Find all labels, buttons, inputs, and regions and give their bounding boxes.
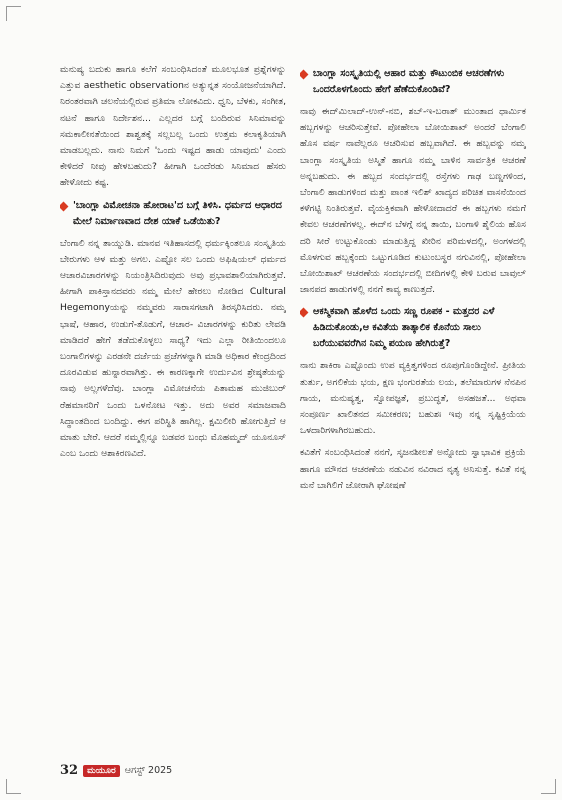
article-body [60,62,526,744]
answer-paragraph: ನಾನು ಶಾಕಿರಾ ಎಷ್ಟೊಂದು ಉಪ ವ್ಯಕ್ತಿತ್ವಗಳಿಂದ ರೂಪುಗೊಂಡಿದ್ದೇನೆ. ಪ್ರೀತಿಯ ತುರ್ತು, ಅಗಲಿಕೆಯ ಭಯ, ಕ್ಷಣ ಭಂಗುರತೆಯ ಲಯ, ತಲೆಮಾರುಗಳ ನೆನಪಿನ ಗಾಯ, ಮನುಷ್ಯತ್ವ, ಸ್ವೋಪಜ್ಞತೆ, ಪ್ರಬುದ್ಧತೆ, ಅಸಹಜತೆ... ಅಥವಾ ಸಂಪೂರ್ಣ ಖಾಲಿತನದ ಸಮೀಕರಣ; ಬಹುಶಃ ಇವು ನನ್ನ ಸೃಷ್ಟಿಕ್ರಿಯೆಯ ಒಳದಾರಿಗಳಾಗಿರಬಹುದು. [300,360,526,437]
question-text: ಆಕಸ್ಮಿಕವಾಗಿ ಹೊಳೆದ ಒಂದು ಸಣ್ಣ ರೂಪಕ - ಮತ್ತದರ ಎಳೆ ಹಿಡಿದುಕೊಂಡು,ಆ ಕವಿತೆಯ ತಾತ್ಕಾಲಿಕ ಕೊನೆಯ ಸಾಲು ಬರೆಯುವವರೆಗಿನ ನಿಮ್ಮ ಪಯಣ ಹೇಗಿರುತ್ತೆ? [313,306,495,350]
interview-question [300,304,526,352]
crop-mark-top-left [6,6,21,21]
diamond-bullet-icon [300,308,308,318]
answer-paragraph: ಕವಿತೆಗೆ ಸಂಬಂಧಿಸಿದಂತೆ ನನಗೆ, ಸೃಜನಶೀಲತೆ ಅನ್ನೋದು ಸ್ವಾಭಾವಿಕ ಪ್ರಕ್ರಿಯೆ ಹಾಗೂ ಮೌನದ ಆಚರಣೆಯ ನಡುವಿನ ನವಿರಾದ ನೃತ್ಯ ಅನಿಸುತ್ತೆ. ಕವಿತೆ ನನ್ನ ಮನೆ ಬಾಗಿಲಿಗೆ ಜೋರಾಗಿ ಘೋಷಣೆ [300,447,526,491]
answer-paragraph: ಮನುಷ್ಯ ಬದುಕು ಹಾಗೂ ಕಲೆಗೆ ಸಂಬಂಧಿಸಿದಂತೆ ಮೂಲಭೂತ ಪ್ರಶ್ನೆಗಳನ್ನು ಎತ್ತುವ aesthetic observationನ ಅತ್ಯುನ್ನತ ಸಂಯೋಜನೆಯಾಗಿದೆ. ನಿರಂತರವಾಗಿ ಚಲನೆಯಲ್ಲಿರುವ ಪ್ರತಿಮಾ ಲೋಕವಿದು. ಧ್ವನಿ, ಬೆಳಕು, ಸಂಗೀತ, ನಟನೆ ಹಾಗೂ ನಿರ್ದೇಶನ... ಎಲ್ಲದರ ಬಗ್ಗೆ ಬಂದಿರುವ ಸಿನಿಮಾವನ್ನು ಸಮಕಾಲೀನತೆಯಿಂದ ಶಾಶ್ವತಕ್ಕೆ ಸಲ್ಲಬಲ್ಲ ಒಂದು ಉತ್ತಮ ಕಲಾಕೃತಿಯಾಗಿ ಮಾಡಬಲ್ಲದು. ನಾನು ನಿಮಗೆ 'ಒಂದು ಇಷ್ಟದ ಹಾಡು ಯಾವುದು' ಎಂದು ಕೇಳಿದರೆ ನೀವು ಹೇಳಬಹುದು? ಹೀಗಾಗಿ ಒಂದೆರಡು ಸಿನಿಮಾದ ಹೆಸರು ಹೇಳೋದು ಕಷ್ಟ. [60,64,286,189]
crop-mark-bottom-right [541,779,556,794]
magazine-logo: ಮಯೂರ [83,765,120,777]
interview-question [300,66,526,98]
left-column [60,62,286,744]
question-text: 'ಬಾಂಗ್ಲಾ ವಿಮೋಚನಾ ಹೋರಾಟ'ದ ಬಗ್ಗೆ ತಿಳಿಸಿ. ಧರ್ಮದ ಆಧಾರದ ಮೇಲೆ ನಿರ್ಮಾಣವಾದ ದೇಶ ಯಾಕೆ ಒಡೆಯಿತು? [73,199,282,227]
issue-date: ಆಗಸ್ಟ್ 2025 [124,765,173,776]
diamond-bullet-icon [300,70,308,80]
page-footer [60,763,172,778]
answer-paragraph: ಬೆಂಗಾಲಿ ನನ್ನ ತಾಯ್ನುಡಿ. ಮಾನವ ಇತಿಹಾಸದಲ್ಲಿ ಧರ್ಮಕ್ಕಿಂತಲೂ ಸಂಸ್ಕೃತಿಯ ಬೇರುಗಳು ಆಳ ಮತ್ತು ಅಗಲ. ಎಷ್ಟೋ ಸಲ ಒಂದು ಅಫಿಷಿಯಲ್ ಧರ್ಮದ ಆಚಾರವಿಚಾರಗಳನ್ನು ನಿಯಂತ್ರಿಸಿದಿರುವುದು ಅವು ಪ್ರಭಾವಶಾಲಿಯಾಗಿರುತ್ತವೆ. ಹೀಗಾಗಿ ಪಾಕಿಸ್ತಾನದವರು ನಮ್ಮ ಮೇಲೆ ಹೇರಲು ನೋಡಿದ Cultural Hegemonyಯನ್ನು ನಮ್ಮವರು ಸಾರಾಸಗಟಾಗಿ ತಿರಸ್ಕರಿಸಿದರು. ನಮ್ಮ ಭಾಷೆ, ಆಹಾರ, ಉಡುಗೆ-ತೊಡುಗೆ, ಆಚಾರ- ವಿಚಾರಗಳನ್ನು ಕುರಿತು ಲೇವಡಿ ಮಾಡಿದರೆ ಹೇಗೆ ತಡೆದುಕೊಳ್ಳಲು ಸಾಧ್ಯ? ಇದು ಎಲ್ಲಾ ರೀತಿಯಿಂದಲೂ ಬಂಗಾಲಿಗಳನ್ನು ಎರಡನೇ ದರ್ಜೆಯ ಪ್ರಜೆಗಳನ್ನಾಗಿ ಮಾಡಿ ಅಧಿಕಾರ ಕೇಂದ್ರದಿಂದ ದೂರವಿಡುವ ಹುನ್ನಾರವಾಗಿತ್ತು. ಈ ಕಾರಣಕ್ಕಾಗೇ ಉರ್ದುವಿನ ಶ್ರೇಷ್ಠತೆಯನ್ನು ನಾವು ಅಲ್ಲಗಳೆದೆವು. ಬಾಂಗ್ಲಾ ವಿಮೋಚನೆಯ ಪಿತಾಮಹ ಮುಜಿಬುರ್ ರೆಹಮಾನರಿಗೆ ಒಂದು ಒಳನೋಟ ಇತ್ತು. ಅದು ಅವರ ಸಮಾಜವಾದಿ ಸಿದ್ಧಾಂತದಿಂದ ಬಂದಿದ್ದು. ಈಗ ಪರಿಸ್ಥಿತಿ ಹಾಗಿಲ್ಲ. ಕ್ಷಮಿಲೀರಿ ಹೋಗುತ್ತಿದೆ ಆ ಮಾತು ಬೇರೆ. ಆದರೆ ನಮ್ಮಲ್ಲಿನ್ನೂ ಬಡವರ ಬಂಧು ಮೊಹಮ್ಮದ್ ಯೂನೂಸ್ ಎಂಬ ಒಂದು ಆಶಾಕಿರಣವಿದೆ. [60,237,286,460]
crop-mark-bottom-left [6,779,21,794]
interview-question [60,198,286,230]
question-text: ಬಾಂಗ್ಲಾ ಸಂಸ್ಕೃತಿಯಲ್ಲಿ ಆಹಾರ ಮತ್ತು ಕೌಟುಂಬಿಕ ಆಚರಣೆಗಳು ಒಂದರೊಳಗೊಂದು ಹೇಗೆ ಹೆಣೆದುಕೊಂಡಿವೆ? [313,68,505,95]
page-number: 32 [60,763,79,778]
diamond-bullet-icon [60,201,68,211]
right-column [300,62,526,744]
answer-paragraph: ನಾವು ಈದ್‌ಮಿಲಾದ್-ಉನ್-ನಬಿ, ಶಬ್-ಇ-ಬರಾತ್ ಮುಂತಾದ ಧಾರ್ಮಿಕ ಹಬ್ಬಗಳನ್ನು ಆಚರಿಸುತ್ತೇವೆ. ಪೋಹೇಲಾ ಬೋಯಿಶಾಖ್ ಅಂದರೆ ಬೆಂಗಾಲಿ ಹೊಸ ವರ್ಷ ನಾವೆಲ್ಲರೂ ಆಚರಿಸುವ ಹಬ್ಬವಾಗಿದೆ. ಈ ಹಬ್ಬವನ್ನು ನಮ್ಮ ಬಾಂಗ್ಲಾ ಸಂಸ್ಕೃತಿಯ ಅಸ್ಮಿತೆ ಹಾಗೂ ನಮ್ಮ ಬಾಳಿನ ಸಾರ್ವತ್ರಿಕ ಆಚರಣೆ ಅನ್ನಬಹುದು. ಈ ಹಬ್ಬದ ಸಂದರ್ಭದಲ್ಲಿ ರಸ್ತೆಗಳು ಗಾಢ ಬಣ್ಣಗಳಿಂದ, ಬೆಂಗಾಲಿ ಹಾಡುಗಳಿಂದ ಮತ್ತು ಪಾಂತ ಇಲಿಶ್ ಖಾದ್ಯದ ಪರಿಚಿತ ವಾಸನೆಯಿಂದ ಕಳೆಗಟ್ಟಿ ನಿಂತಿರುತ್ತವೆ. ವೈಯಕ್ತಿಕವಾಗಿ ಹೇಳೋದಾದರೆ ಈ ಹಬ್ಬಗಳು ನಮಗೆ ಕೇವಲ ಆಚರಣೆಗಳಲ್ಲ. ಈದ್‌ನ ಬೆಳಗ್ಗೆ ನನ್ನ ತಾಯಿ, ಬಂಗಾಳಿ ಶೈಲಿಯ ಹೊಸ ದರಿ ಸೀರೆ ಉಟ್ಟುಕೊಂಡು ಮಾಡುತ್ತಿದ್ದ ಖೀರಿನ ಪರಿಮಳದಲ್ಲಿ, ಅಂಗಳದಲ್ಲಿ ಮೊಳಗುವ ಹಬ್ಬಕ್ಕೆಂದು ಒಟ್ಟುಗೂಡಿದ ಕುಟುಂಬಸ್ಥರ ನಗುವಿನಲ್ಲಿ, ಪೋಹೇಲಾ ಬೋಯಿಶಾಖ್ ಆಚರಣೆಯ ಸಂದರ್ಭದಲ್ಲಿ ಬೀದಿಗಳಲ್ಲಿ ಕೇಳಿ ಬರುವ ಬಾವುಲ್ ಜಾನಪದ ಹಾಡುಗಳಲ್ಲಿ ನನಗೆ ಕಾವ್ಯ ಕಾಣುತ್ತದೆ. [300,106,526,296]
